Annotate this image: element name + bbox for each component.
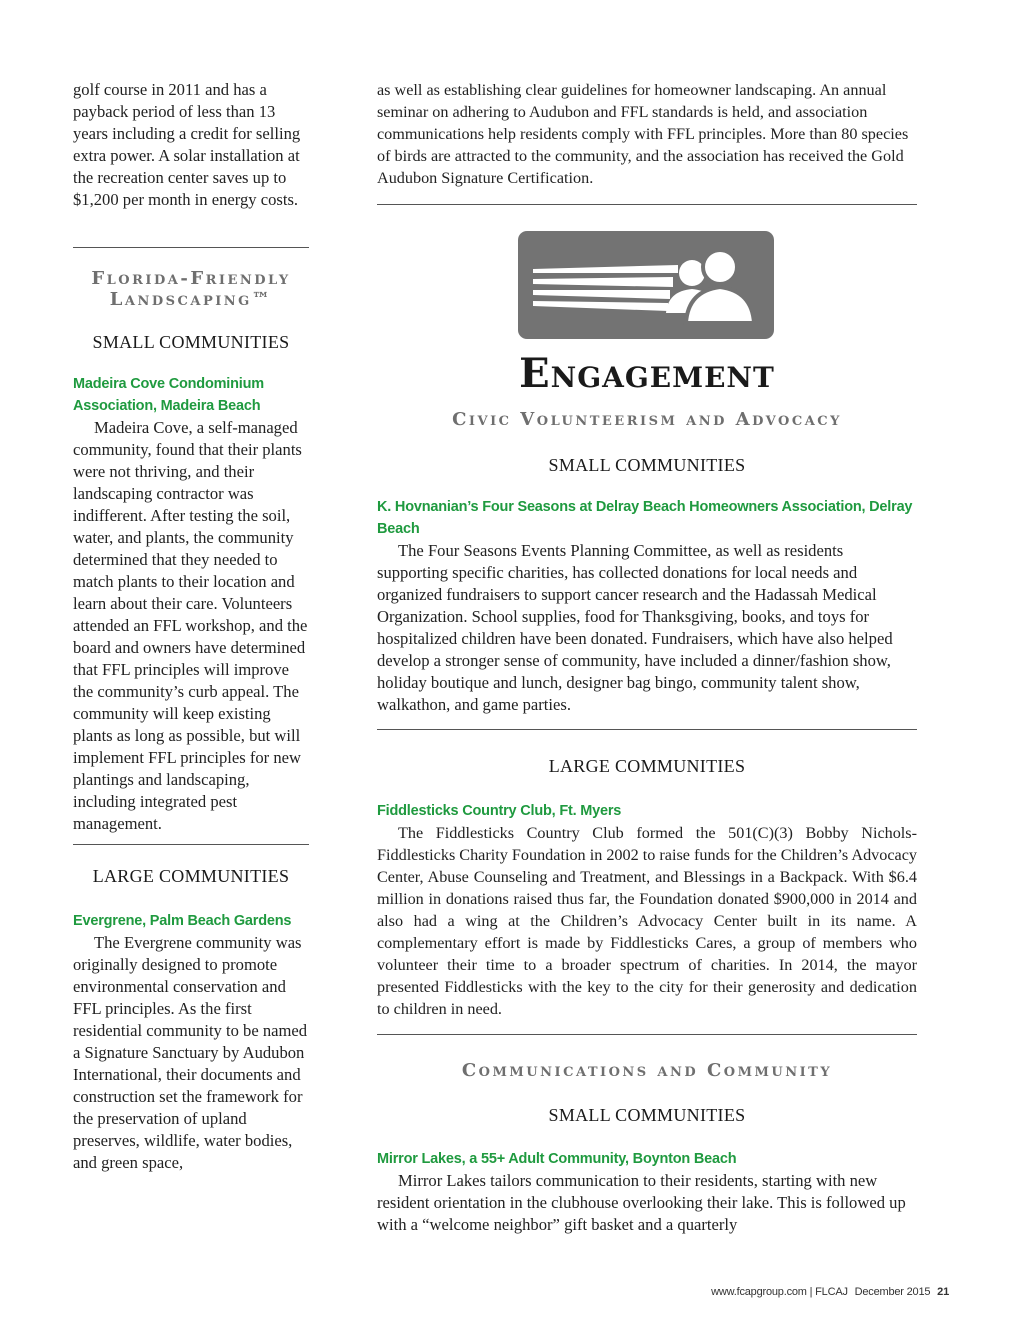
section-title-line2: Landscaping™ — [109, 289, 273, 310]
large-communities-heading: LARGE COMMUNITIES — [92, 866, 290, 886]
org-text-mirror-lakes: Mirror Lakes tailors communication to their residents, starting with new resident orientation in the clubhouse overlooking their lake. This is followed up with a “welcome neighbor” gift basket and a quarterly — [377, 1171, 906, 1234]
org-name-evergrene: Evergrene, Palm Beach Gardens — [73, 913, 292, 929]
divider — [73, 247, 309, 248]
divider — [377, 1034, 917, 1035]
small-communities-heading-3: SMALL COMMUNITIES — [548, 1105, 746, 1125]
right-intro-text: as well as establishing clear guidelines for homeowner landscaping. An annual seminar on adhering to Audubon and FFL standards is held, and association communications help residents comply with FFL principles. More than 80 species of birds are attracted to the community, and the association has received the Gold Audubon Signature Certification. — [377, 81, 909, 187]
org-text-evergrene: The Evergrene community was originally designed to promote environmental conservation and FFL principles. As the first residential community to be named a Signature Sanctuary by Audubon International, their documents and construction set the framework for the preservation of upland preserves, wildlife, water bodies, and green space, — [73, 933, 308, 1172]
section-title-ffl — [73, 268, 309, 310]
org-text-four-seasons: The Four Seasons Events Planning Committee, as well as residents supporting specific charities, has collected donations for local needs and organized fundraisers to support cancer research and the Hadassah Medical Organization. School supplies, food for Thanksgiving, books, and toys for hospitalized children have been donated. Fundraisers, which have also helped develop a stronger sense of community, have included a dinner/fashion show, holiday boutique and lunch, designer bag bingo, community talent show, walkathon, and game parties. — [377, 541, 893, 714]
people-engagement-icon — [518, 231, 774, 339]
right-column-main — [377, 409, 917, 1236]
org-name-madeira-cove: Madeira Cove Condominium Association, Madeira Beach — [73, 376, 264, 414]
divider — [73, 844, 309, 845]
org-name-mirror-lakes: Mirror Lakes, a 55+ Adult Community, Boynton Beach — [377, 1151, 737, 1167]
right-column-top — [377, 79, 917, 205]
people-icon — [518, 231, 774, 339]
footer-issue: December 2015 — [854, 1286, 931, 1298]
large-communities-heading-2: LARGE COMMUNITIES — [548, 756, 746, 776]
org-name-four-seasons: K. Hovnanian’s Four Seasons at Delray Beach Homeowners Association, Delray Beach — [377, 499, 913, 537]
left-intro-text: golf course in 2011 and has a payback period of less than 13 years including a credit for selling extra power. A solar installation at the recreation center saves up to $1,200 per month in energy costs. — [73, 80, 301, 209]
divider — [377, 204, 917, 205]
small-communities-heading: SMALL COMMUNITIES — [92, 332, 290, 352]
civic-volunteerism-title: Civic Volunteerism and Advocacy — [452, 409, 842, 430]
divider — [377, 729, 917, 730]
small-communities-heading-2: SMALL COMMUNITIES — [548, 455, 746, 475]
page-footer — [711, 1286, 949, 1298]
communications-community-title: Communications and Community — [461, 1060, 833, 1081]
footer-publication: FLCAJ — [815, 1286, 848, 1298]
org-text-fiddlesticks: The Fiddlesticks Country Club formed the 501(C)(3) Bobby Nichols-Fiddlesticks Charity Foundation in 2002 to raise funds for the Children’s Advocacy Center, Abuse Counseling and Treatment, and Blessings in a Backpack. With $6.4 million in donations raised thus far, the Foundation donated $900,000 in 2014 and also had a wing at the Children’s Advocacy Center built in its name. A complementary effort is made by Fiddlesticks Cares, a group of members who volunteer their time to a broader spectrum of charities. In 2014, the mayor presented Fiddlesticks with the key to the city for their generosity and dedication to children in need. — [377, 824, 917, 1018]
engagement-title: Engagement — [519, 350, 775, 397]
footer-separator: | — [809, 1286, 816, 1298]
org-name-fiddlesticks: Fiddlesticks Country Club, Ft. Myers — [377, 803, 622, 819]
org-text-madeira-cove: Madeira Cove, a self-managed community, found that their plants were not thriving, and their landscaping contractor was indifferent. After testing the soil, water, and plants, the community determined that they needed to match plants to their location and learn about their care. Volunteers attended an FFL workshop, and the board and owners have determined that FFL principles will improve the community’s curb appeal. The community will keep existing plants as long as possible, but will implement FFL principles for new plantings and landscaping, including integrated pest management. — [73, 418, 308, 833]
page-number: 21 — [937, 1286, 949, 1298]
left-column — [73, 79, 309, 1174]
footer-site: www.fcapgroup.com — [711, 1286, 807, 1298]
section-title-line1: Florida-Friendly — [91, 268, 291, 289]
